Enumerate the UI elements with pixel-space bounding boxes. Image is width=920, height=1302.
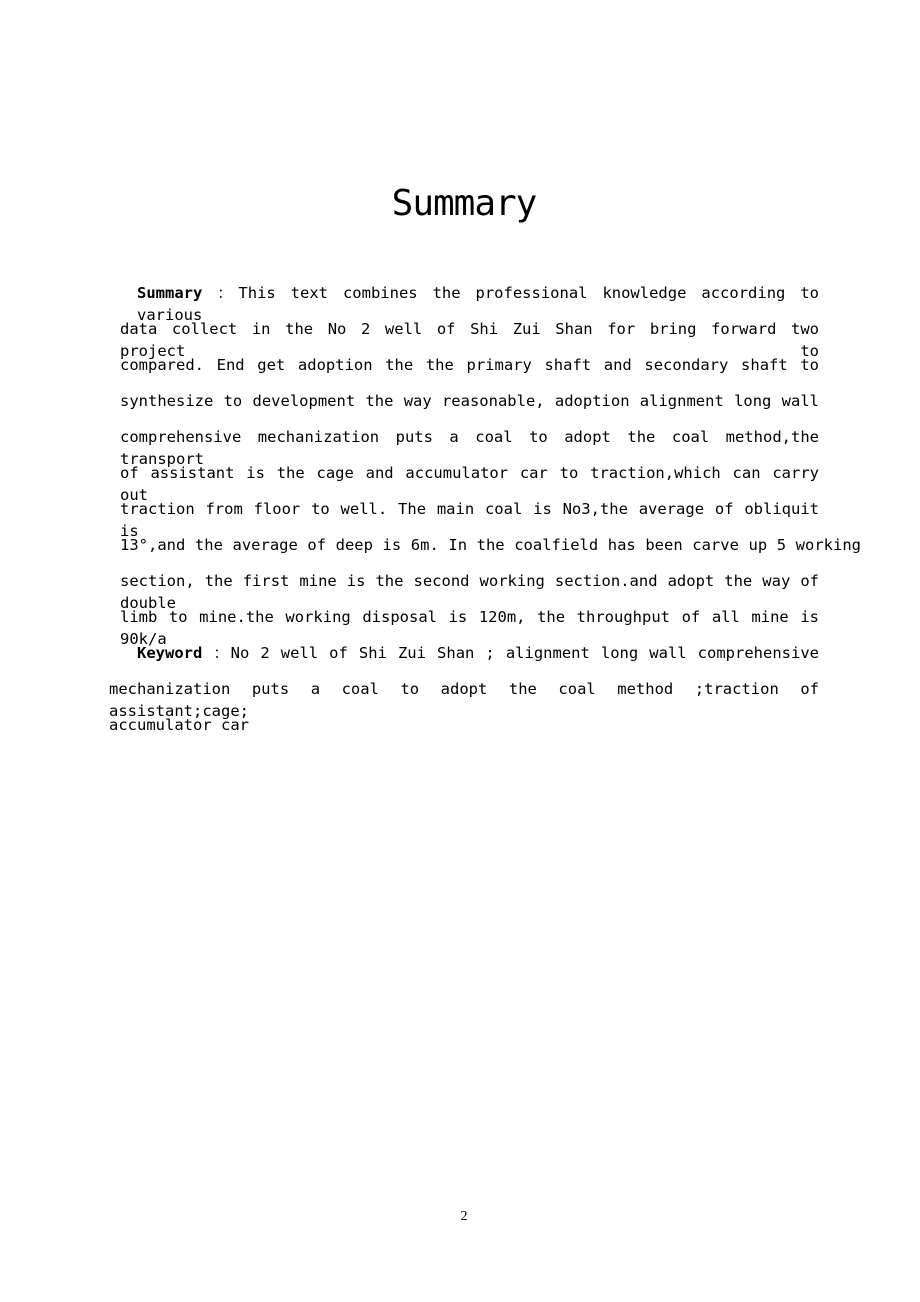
keyword-text-line: accumulator car	[109, 716, 249, 734]
summary-text-line: synthesize to development the way reasonable, adoption alignment long wall	[120, 392, 819, 410]
keyword-line-1	[137, 642, 819, 664]
keyword-label: Keyword	[137, 644, 203, 662]
summary-text-line: section, the first mine is the second working section.and adopt the way of double	[120, 572, 819, 612]
summary-text-line: 13°,and the average of deep is 6m. In the coalfield has been carve up 5 working	[120, 536, 861, 554]
summary-text-line: compared. End get adoption the the primary shaft and secondary shaft to	[120, 356, 819, 374]
page-number: 2	[460, 1209, 468, 1224]
keyword-text-line: No 2 well of Shi Zui Shan ; alignment long wall comprehensive	[230, 644, 819, 662]
summary-separator: ：	[217, 284, 239, 302]
page-title: Summary	[391, 183, 537, 224]
summary-text-line: This text combines the professional knowledge according to various	[137, 284, 819, 324]
keyword-separator: ：	[213, 644, 231, 662]
summary-text-line: data collect in the No 2 well of Shi Zui Shan for bring forward two project to	[120, 320, 819, 360]
summary-text-line: limb to mine.the working disposal is 120m, the throughput of all mine is 90k/a	[120, 608, 819, 648]
summary-label: Summary	[137, 284, 203, 302]
summary-text-line: of assistant is the cage and accumulator car to traction,which can carry out	[120, 464, 819, 504]
summary-text-line: traction from floor to well. The main coal is No3,the average of obliquit is	[120, 500, 819, 540]
summary-text-line: comprehensive mechanization puts a coal to adopt the coal method,the transport	[120, 428, 819, 468]
keyword-text-line: mechanization puts a coal to adopt the coal method ;traction of assistant;cage;	[109, 680, 819, 720]
